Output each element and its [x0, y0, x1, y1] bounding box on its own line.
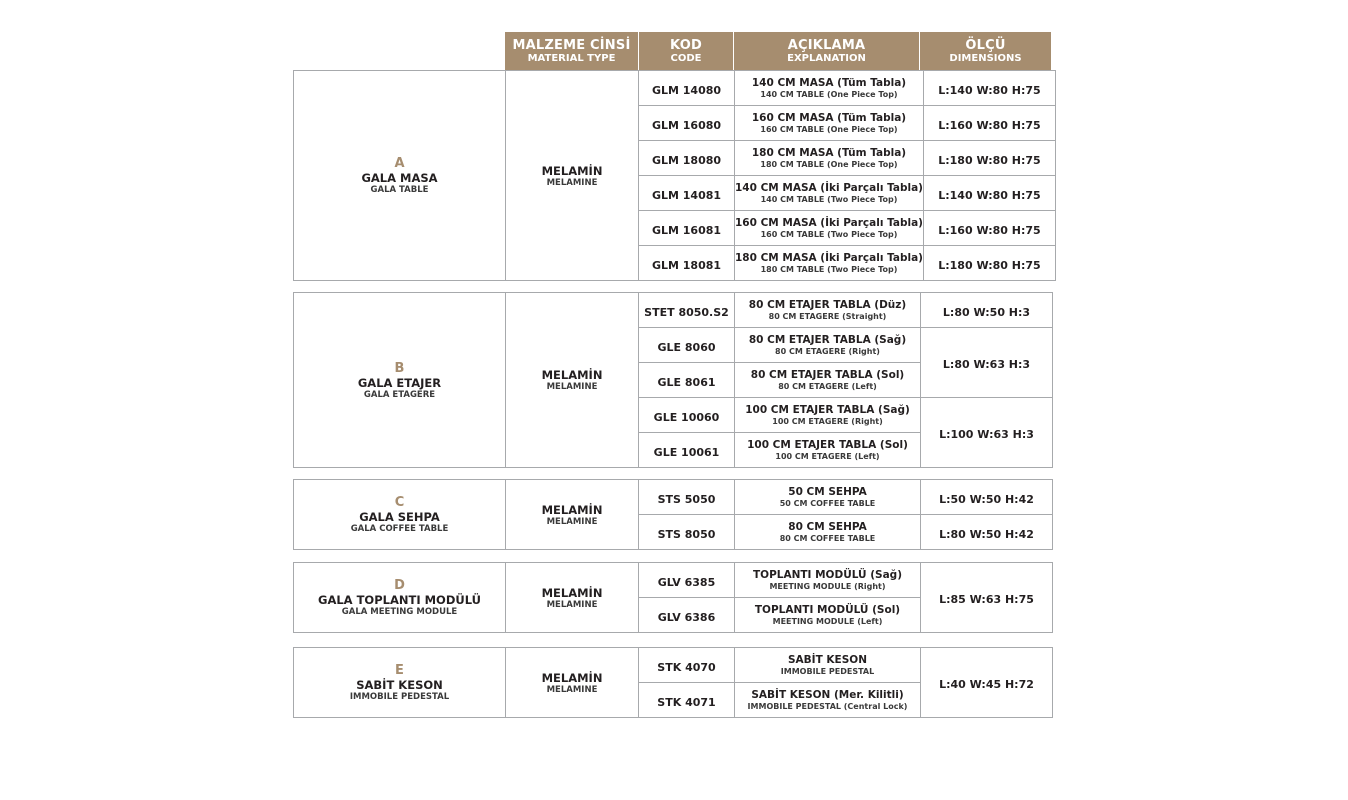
dimensions-cell: [921, 648, 1053, 718]
header-dimensions: [919, 32, 1051, 70]
dimensions-text: L:180 W:80 H:75: [938, 258, 1041, 272]
explanation-text-en: 160 CM TABLE (One Piece Top): [760, 125, 898, 134]
table-row: [294, 293, 1053, 328]
product-code: GLM 18080: [651, 153, 722, 167]
series-name: GALA MASA: [361, 171, 438, 185]
material-name-en: MELAMINE: [546, 599, 598, 610]
explanation-cell: [735, 176, 924, 211]
explanation-text: 160 CM MASA (İki Parçalı Tabla): [735, 217, 923, 229]
series-name-en: GALA TABLE: [370, 185, 429, 195]
series-cell: [294, 563, 506, 633]
series-letter: A: [394, 156, 405, 171]
explanation-cell: [735, 328, 921, 363]
table-row: [294, 71, 1056, 106]
material-cell: [506, 293, 639, 468]
material-cell: [506, 563, 639, 633]
code-cell: [639, 141, 735, 176]
explanation-cell: [735, 398, 921, 433]
code-cell: [639, 176, 735, 211]
series-name-en: GALA MEETING MODULE: [341, 607, 458, 617]
explanation-text-en: 80 CM COFFEE TABLE: [779, 534, 876, 543]
header-dimensions-label-en: DIMENSIONS: [949, 52, 1022, 64]
code-cell: [639, 563, 735, 598]
explanation-text: 80 CM ETAJER TABLA (Sağ): [748, 334, 907, 346]
product-group-b: [293, 292, 1053, 468]
explanation-cell: [735, 141, 924, 176]
series-letter: B: [394, 360, 405, 376]
material-cell: [506, 71, 639, 281]
material-name-en: MELAMINE: [546, 516, 598, 527]
series-name: SABİT KESON: [356, 678, 443, 692]
dimensions-cell: [921, 328, 1053, 398]
dimensions-cell: [923, 211, 1055, 246]
dimensions-text: L:160 W:80 H:75: [938, 223, 1041, 237]
explanation-text-en: 80 CM ETAGERE (Straight): [768, 312, 887, 321]
explanation-text-en: MEETING MODULE (Right): [769, 582, 886, 591]
explanation-text-en: 80 CM ETAGERE (Left): [778, 382, 877, 391]
explanation-text: SABİT KESON: [787, 654, 867, 666]
header-code-label-en: CODE: [670, 52, 702, 64]
table-row: [294, 563, 1053, 598]
material-name: MELAMİN: [541, 585, 603, 600]
explanation-cell: [735, 211, 924, 246]
product-code: GLE 8061: [657, 375, 716, 389]
explanation-text: 100 CM ETAJER TABLA (Sağ): [745, 404, 910, 416]
header-dimensions-label: ÖLÇÜ: [965, 37, 1006, 53]
explanation-text-en: 80 CM ETAGERE (Right): [775, 347, 880, 356]
explanation-cell: [735, 563, 921, 598]
dimensions-text: L:180 W:80 H:75: [938, 153, 1041, 167]
header-code: [638, 32, 733, 70]
explanation-text-en: IMMOBILE PEDESTAL: [780, 667, 875, 676]
dimensions-text: L:80 W:50 H:3: [942, 305, 1031, 319]
explanation-text-en: MEETING MODULE (Left): [772, 617, 883, 626]
product-code: GLV 6385: [657, 575, 716, 589]
header-explanation: [733, 32, 919, 70]
material-name-en: MELAMINE: [546, 382, 598, 392]
code-cell: [639, 515, 735, 550]
series-name: GALA ETAJER: [357, 375, 442, 390]
table-header: [505, 32, 1051, 70]
explanation-text: 50 CM SEHPA: [788, 486, 867, 498]
material-cell: [506, 480, 639, 550]
material-cell: [506, 648, 639, 718]
dimensions-cell: [923, 246, 1055, 281]
product-code: GLM 14081: [651, 188, 722, 202]
explanation-text-en: 50 CM COFFEE TABLE: [779, 499, 876, 508]
dimensions-cell: [921, 563, 1053, 633]
dimensions-cell: [921, 293, 1053, 328]
explanation-text-en: IMMOBILE PEDESTAL (Central Lock): [747, 702, 908, 711]
explanation-text: 80 CM SEHPA: [788, 521, 867, 533]
explanation-text: SABİT KESON (Mer. Kilitli): [751, 689, 904, 701]
series-cell: [294, 293, 506, 468]
code-cell: [639, 398, 735, 433]
explanation-text: 160 CM MASA (Tüm Tabla): [751, 112, 907, 124]
product-group-a: [293, 70, 1056, 281]
code-cell: [639, 293, 735, 328]
dimensions-cell: [923, 176, 1055, 211]
product-code: STET 8050.S2: [644, 305, 729, 319]
series-name-en: GALA ETAGERE: [363, 389, 436, 400]
explanation-cell: [735, 683, 921, 718]
table-row: [294, 648, 1053, 683]
explanation-cell: [735, 433, 921, 468]
product-code: STK 4071: [657, 695, 716, 709]
explanation-text-en: 140 CM TABLE (One Piece Top): [760, 90, 898, 99]
explanation-text: 80 CM ETAJER TABLA (Düz): [748, 299, 907, 311]
product-code: GLM 18081: [651, 258, 722, 272]
product-code: GLE 10060: [653, 410, 720, 424]
series-cell: [294, 648, 506, 718]
explanation-text: 140 CM MASA (İki Parçalı Tabla): [735, 182, 923, 194]
product-group-d: [293, 562, 1053, 633]
explanation-text-en: 100 CM ETAGERE (Right): [772, 417, 883, 426]
product-code: GLE 8060: [657, 340, 716, 354]
code-cell: [639, 211, 735, 246]
explanation-cell: [735, 363, 921, 398]
material-name-en: MELAMINE: [546, 684, 598, 695]
code-cell: [639, 328, 735, 363]
explanation-text-en: 100 CM ETAGERE (Left): [775, 452, 880, 461]
product-code: GLE 10061: [653, 445, 720, 459]
code-cell: [639, 71, 735, 106]
explanation-text: TOPLANTI MODÜLÜ (Sol): [754, 604, 901, 616]
explanation-cell: [735, 71, 924, 106]
code-cell: [639, 598, 735, 633]
explanation-text: 100 CM ETAJER TABLA (Sol): [747, 439, 908, 451]
product-code: GLM 14080: [651, 83, 722, 97]
dimensions-text: L:40 W:45 H:72: [939, 678, 1034, 691]
dimensions-text: L:140 W:80 H:75: [938, 83, 1041, 97]
explanation-text-en: 140 CM TABLE (Two Piece Top): [760, 195, 898, 204]
explanation-text: TOPLANTI MODÜLÜ (Sağ): [753, 569, 902, 581]
product-code: GLM 16081: [651, 223, 722, 237]
explanation-cell: [735, 106, 924, 141]
code-cell: [639, 480, 735, 515]
explanation-cell: [735, 598, 921, 633]
dimensions-text: L:160 W:80 H:75: [938, 118, 1041, 132]
series-letter: E: [395, 663, 404, 678]
dimensions-cell: [923, 141, 1055, 176]
code-cell: [639, 106, 735, 141]
explanation-cell: [735, 293, 921, 328]
product-code: STS 8050: [657, 527, 716, 541]
dimensions-text: L:85 W:63 H:75: [939, 593, 1034, 606]
product-code: GLM 16080: [651, 118, 722, 132]
product-group-c: [293, 479, 1053, 550]
series-letter: C: [394, 495, 405, 510]
dimensions-cell: [923, 106, 1055, 141]
product-code: STK 4070: [657, 660, 716, 674]
explanation-text: 140 CM MASA (Tüm Tabla): [751, 77, 907, 89]
code-cell: [639, 648, 735, 683]
header-material-label-en: MATERIAL TYPE: [527, 52, 616, 64]
dimensions-cell: [923, 71, 1055, 106]
code-cell: [639, 683, 735, 718]
series-cell: [294, 480, 506, 550]
dimensions-text: L:100 W:63 H:3: [939, 428, 1034, 441]
explanation-text-en: 160 CM TABLE (Two Piece Top): [760, 230, 898, 239]
material-name: MELAMİN: [541, 163, 603, 178]
product-group-e: [293, 647, 1053, 718]
header-material: [505, 32, 638, 70]
dimensions-text: L:80 W:50 H:42: [939, 527, 1034, 541]
dimensions-cell: [921, 398, 1053, 468]
series-letter: D: [394, 578, 405, 593]
dimensions-text: L:140 W:80 H:75: [938, 188, 1041, 202]
material-name-en: MELAMINE: [546, 177, 598, 188]
header-explanation-label-en: EXPLANATION: [787, 52, 866, 64]
explanation-text-en: 180 CM TABLE (Two Piece Top): [760, 265, 898, 274]
explanation-text: 180 CM MASA (Tüm Tabla): [751, 147, 907, 159]
dimensions-text: L:80 W:63 H:3: [942, 358, 1031, 371]
product-code: STS 5050: [657, 492, 716, 506]
code-cell: [639, 363, 735, 398]
header-explanation-label: AÇIKLAMA: [787, 37, 866, 53]
code-cell: [639, 246, 735, 281]
product-code: GLV 6386: [657, 610, 716, 624]
series-name: GALA TOPLANTI MODÜLÜ: [318, 593, 481, 607]
explanation-cell: [735, 648, 921, 683]
explanation-text: 80 CM ETAJER TABLA (Sol): [750, 369, 905, 381]
dimensions-cell: [921, 515, 1053, 550]
header-material-label: MALZEME CİNSİ: [512, 37, 631, 53]
series-cell: [294, 71, 506, 281]
explanation-cell: [735, 480, 921, 515]
dimensions-text: L:50 W:50 H:42: [939, 492, 1034, 506]
explanation-cell: [735, 246, 924, 281]
code-cell: [639, 433, 735, 468]
series-name: GALA SEHPA: [359, 510, 440, 524]
dimensions-cell: [921, 480, 1053, 515]
table-row: [294, 480, 1053, 515]
series-name-en: IMMOBILE PEDESTAL: [349, 692, 450, 702]
explanation-cell: [735, 515, 921, 550]
material-name: MELAMİN: [541, 502, 603, 517]
header-code-label: KOD: [670, 37, 702, 53]
material-name: MELAMİN: [541, 368, 603, 382]
material-name: MELAMİN: [541, 670, 603, 685]
series-name-en: GALA COFFEE TABLE: [350, 524, 449, 534]
explanation-text: 180 CM MASA (İki Parçalı Tabla): [735, 252, 923, 264]
explanation-text-en: 180 CM TABLE (One Piece Top): [760, 160, 898, 169]
